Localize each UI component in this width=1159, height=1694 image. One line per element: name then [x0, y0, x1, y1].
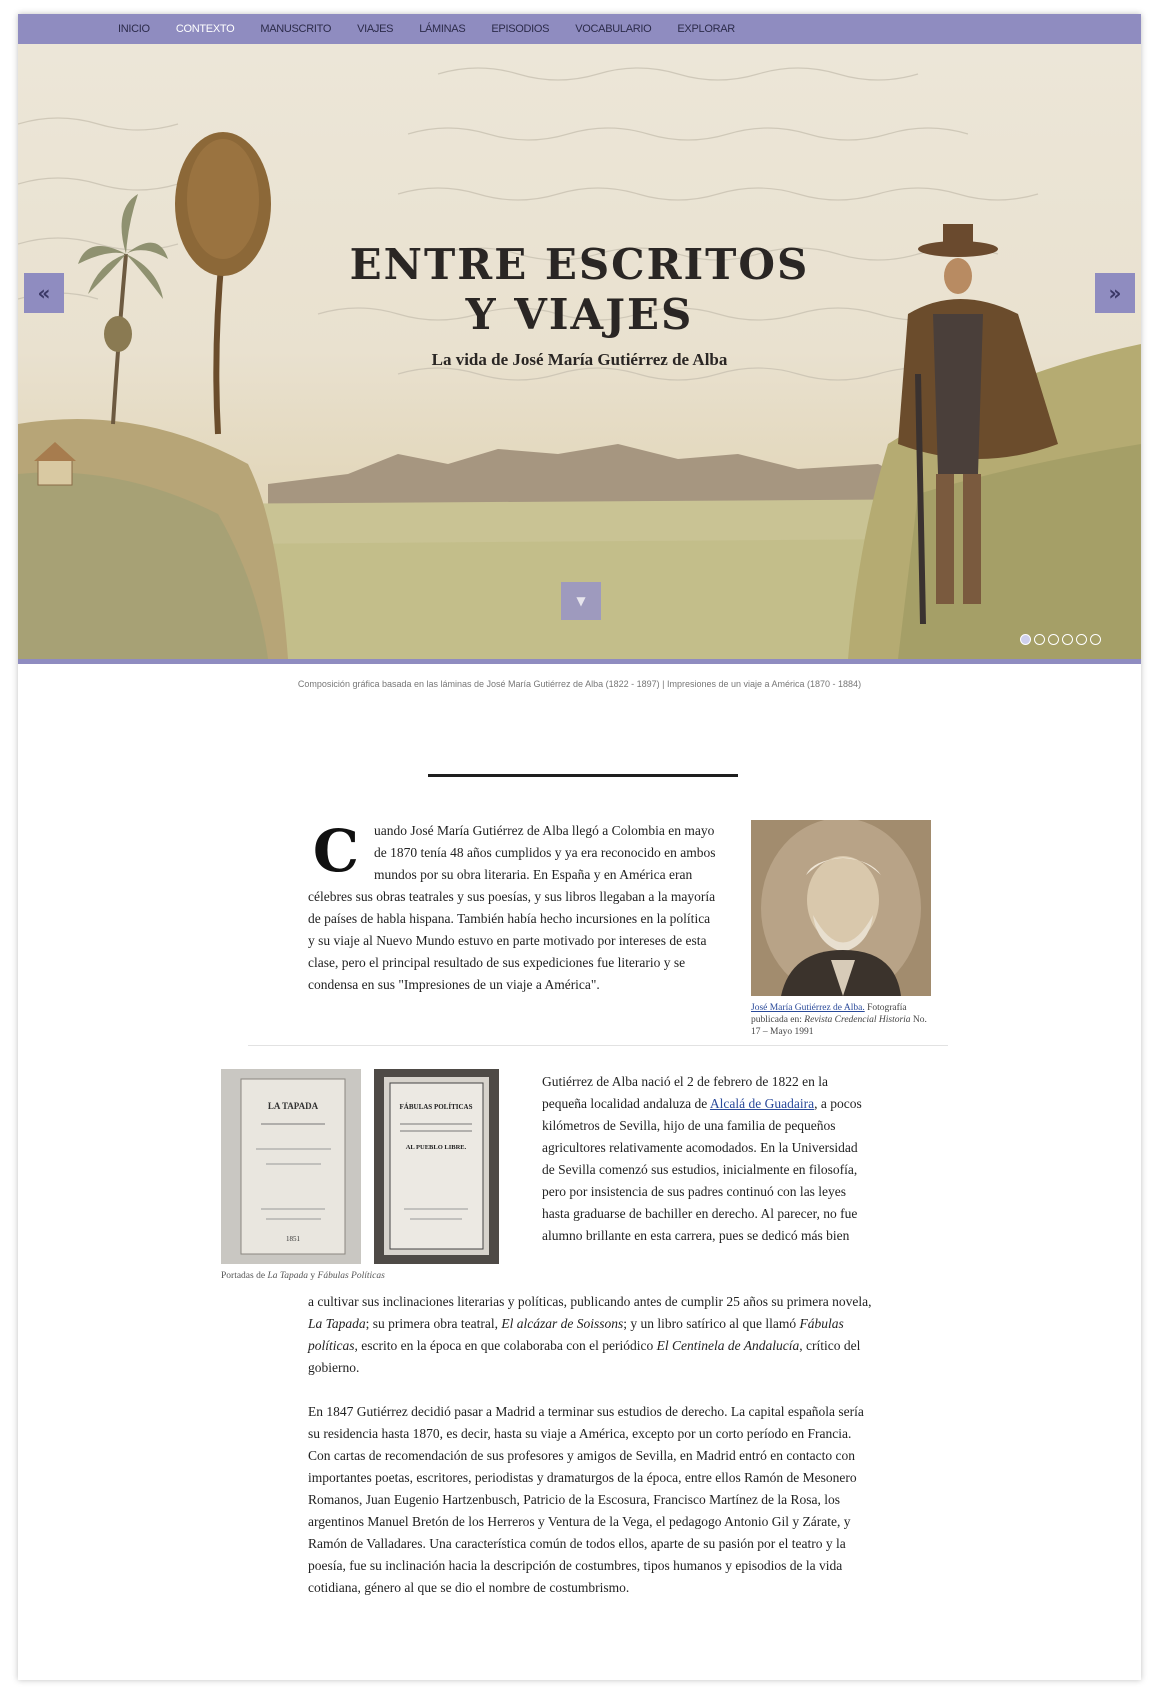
p2-mid: , a pocos kilómetros de Sevilla, hijo de una familia de pequeños agricultores relativamente acomodados. En la Universidad de Sevilla comenzó sus estudios, inicialmente en filosofía, pero por insistencia de sus padres continuó con las leyes hasta graduarse de bachiller en derecho. Al parecer, no fue alumno brillante en esta carrera, pues se dedicó más bien	[542, 1096, 862, 1243]
p2-rest3: ; y un libro satírico al que llamó	[623, 1316, 800, 1331]
book-cover-fabulas-politicas	[374, 1069, 499, 1264]
p2-paper: El Centinela de Andalucía	[656, 1338, 800, 1353]
books-caption-and: y	[308, 1271, 318, 1281]
slide-dot-1[interactable]	[1020, 634, 1031, 645]
portrait-caption-end: No. 17 – Mayo 1991	[751, 1015, 927, 1037]
p2-novel: La Tapada	[308, 1316, 366, 1331]
p2-satire: Fábulas políticas	[308, 1316, 844, 1353]
nav-item-viajes[interactable]: VIAJES	[357, 23, 394, 35]
hero-bottom-bar	[18, 659, 1141, 664]
nav-item-contexto[interactable]: CONTEXTO	[175, 23, 235, 35]
paragraph-1-text: uando José María Gutiérrez de Alba llegó a Colombia en mayo de 1870 tenía 48 años cumplidos y ya era reconocido en ambos mundos por su obra literaria. En España y en América eran célebres sus obras teatrales y sus poesías, y sus libros llegaban a la mayoría de países de habla hispana. También había hecho incursiones en la política y su viaje al Nuevo Mundo estuvo en parte motivado por intereses de esta clase, pero el principal resultado de sus expediciones fue literario y se condensa en sus "Impresiones de un viaje a América".	[308, 823, 716, 992]
article-paragraph-2-top	[542, 1071, 872, 1247]
section-divider	[428, 774, 738, 777]
hero-title	[18, 240, 1141, 340]
section-separator	[248, 1045, 948, 1046]
nav-item-explorar[interactable]: EXPLORAR	[677, 23, 735, 35]
prev-slide-button[interactable]	[24, 273, 64, 313]
hero-title-line1: ENTRE ESCRITOS	[349, 240, 810, 289]
books-caption-title2: Fábulas Políticas	[317, 1271, 385, 1281]
p2-rest1: a cultivar sus inclinaciones literarias y políticas, publicando antes de cumplir 25 años su primera novela,	[308, 1294, 872, 1309]
slide-indicators	[1020, 634, 1101, 645]
book2-subtitle: AL PUEBLO LIBRE.	[405, 1144, 467, 1151]
slide-dot-4[interactable]	[1062, 634, 1073, 645]
chevron-left-icon: «	[37, 281, 51, 305]
article-paragraph-2-bottom	[308, 1291, 876, 1379]
hero-subtitle: La vida de José María Gutiérrez de Alba	[431, 350, 728, 369]
portrait-caption-link[interactable]: José María Gutiérrez de Alba.	[751, 1003, 865, 1013]
p2-start: Gutiérrez de Alba nació el 2 de febrero de 1822 en la pequeña localidad andaluza de	[542, 1074, 828, 1111]
article-paragraph-3: En 1847 Gutiérrez decidió pasar a Madrid a terminar sus estudios de derecho. La capital española sería su residencia hasta 1870, es decir, hasta su viaje a América, excepto por un corto período en Francia. Con cartas de recomendación de sus profesores y amigos de Sevilla, en Madrid entró en contacto con importantes poetas, escritores, periodistas y dramaturgos de la época, entre ellos Ramón de Mesonero Romanos, Juan Eugenio Hartzenbusch, Patricio de la Escosura, Francisco Martínez de la Rosa, los argentinos Manuel Bretón de los Herreros y Ventura de la Vega, el pedagogo Antonio Gil y Zárate, y Ramón de Valladares. Una característica común de todos ellos, aparte de su pasión por el teatro y la poesía, fue su inclinación hacia la descripción de costumbres, tipos humanos y episodios de la vida cotidiana, género al que se dio el nombre de costumbrismo.	[308, 1404, 864, 1595]
hero-title-line2: Y VIAJES	[465, 290, 694, 339]
portrait-caption-source: Revista Credencial Historia	[804, 1015, 911, 1025]
drop-cap: C	[312, 817, 360, 885]
slide-dot-6[interactable]	[1090, 634, 1101, 645]
hero-title-block	[18, 240, 1141, 370]
article-paragraph-1	[308, 817, 718, 996]
nav-item-laminas[interactable]: LÁMINAS	[419, 23, 466, 35]
portrait-caption-text: Fotografía publicada en:	[751, 1003, 907, 1025]
scroll-down-button[interactable]	[561, 582, 601, 620]
nav-item-vocabulario[interactable]: VOCABULARIO	[575, 23, 652, 35]
hero-caption: Composición gráfica basada en las láminas de José María Gutiérrez de Alba (1822 - 1897) | Impresiones de un viaje a América (1870 - 1884)	[297, 679, 862, 689]
slide-dot-3[interactable]	[1048, 634, 1059, 645]
chevron-right-icon: »	[1108, 281, 1122, 305]
next-slide-button[interactable]	[1095, 273, 1135, 313]
book1-footer: 1851	[286, 1235, 300, 1243]
books-caption-prefix: Portadas de	[221, 1271, 268, 1281]
p2-play: El alcázar de Soissons	[501, 1316, 624, 1331]
portrait-caption	[751, 1002, 931, 1038]
p2-rest4: , escrito en la época en que colaboraba con el periódico	[354, 1338, 657, 1353]
books-caption-title1: La Tapada	[267, 1271, 309, 1281]
p2-rest5: , crítico del gobierno.	[308, 1338, 861, 1375]
page-frame	[18, 14, 1141, 1680]
hero-slider	[18, 44, 1141, 659]
p2-rest2: ; su primera obra teatral,	[365, 1316, 502, 1331]
books-caption	[221, 1271, 385, 1281]
nav-item-episodios[interactable]: EPISODIOS	[491, 23, 550, 35]
slide-dot-5[interactable]	[1076, 634, 1087, 645]
top-nav	[18, 14, 1141, 44]
book-cover-la-tapada	[221, 1069, 361, 1264]
slide-dot-2[interactable]	[1034, 634, 1045, 645]
nav-item-inicio[interactable]: INICIO	[118, 23, 150, 35]
alcala-de-guadaira-link[interactable]: Alcalá de Guadaira	[709, 1096, 815, 1111]
chevron-down-icon: ▼	[576, 594, 586, 608]
nav-item-manuscrito[interactable]: MANUSCRITO	[260, 23, 332, 35]
portrait-photo	[751, 820, 931, 996]
book1-title: LA TAPADA	[267, 1101, 319, 1111]
book2-title: FÁBULAS POLÍTICAS	[399, 1103, 473, 1111]
